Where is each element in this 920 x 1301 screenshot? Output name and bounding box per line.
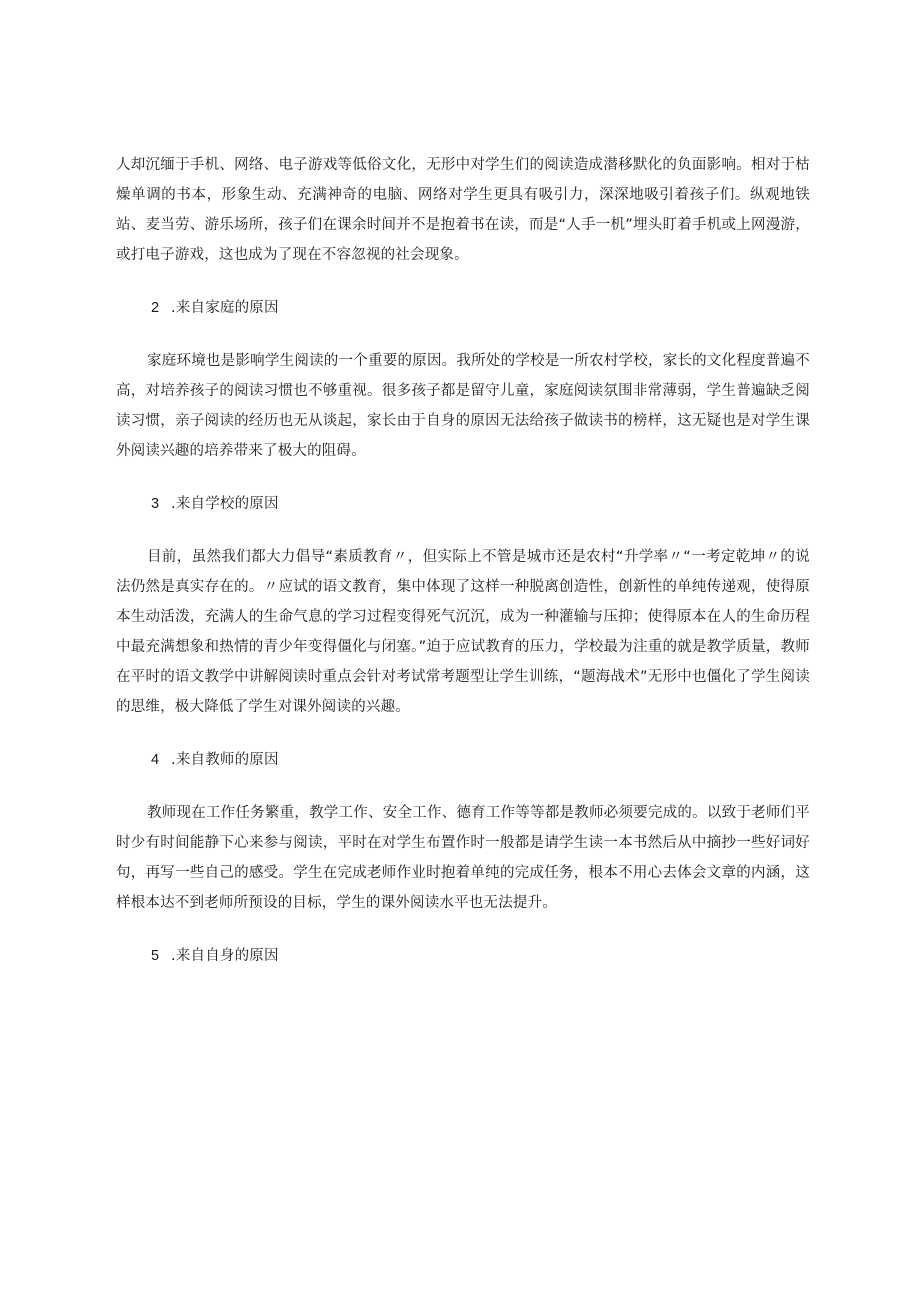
document-page: [116, 150, 810, 971]
section-number: 2: [151, 300, 160, 316]
paragraph-social-influence: 人却沉缅于手机、网络、电子游戏等低俗文化，无形中对学生们的阅读造成潜移默化的负面影响。相对于枯燥单调的书本，形象生动、充满神奇的电脑、网络对学生更具有吸引力，深深地吸引着孩子们。纵观地铁站、麦当劳、游乐场所，孩子们在课余时间并不是抱着书在读，而是“人手一机”埋头盯着手机或上网漫游，或打电子游戏，这也成为了现在不容忽视的社会现象。: [116, 157, 810, 263]
section-number: 4: [151, 752, 160, 768]
section-heading-family: [116, 293, 810, 323]
section-heading-teacher: [116, 745, 810, 775]
section-number: 5: [151, 948, 160, 964]
section-heading-school: [116, 489, 810, 519]
section-title: .来自教师的原因: [171, 752, 279, 768]
section-number: 3: [151, 496, 160, 512]
paragraph-school-reasons: 目前，虽然我们都大力倡导“素质教育〃，但实际上不管是城市还是农村“升学率〃“一考定乾坤〃的说法仍然是真实存在的。〃应试的语文教育，集中体现了这样一种脱离创造性，创新性的单纯传递观，使得原本生动活泼，充满人的生命气息的学习过程变得死气沉沉，成为一种灌输与压抑；使得原本在人的生命历程中最充满想象和热情的青少年变得僵化与闭塞。”迫于应试教育的压力，学校最为注重的就是教学质量，教师在平时的语文教学中讲解阅读时重点会针对考试常考题型让学生训练，“题海战术”无形中也僵化了学生阅读的思维，极大降低了学生对课外阅读的兴趣。: [116, 549, 810, 715]
section-title: .来自学校的原因: [171, 496, 279, 512]
section-heading-self: [116, 941, 810, 971]
paragraph-family-reasons: 家庭环境也是影响学生阅读的一个重要的原因。我所处的学校是一所农村学校，家长的文化程度普遍不高，对培养孩子的阅读习惯也不够重视。很多孩子都是留守儿童，家庭阅读氛围非常薄弱，学生普遍缺乏阅读习惯，亲子阅读的经历也无从谈起，家长由于自身的原因无法给孩子做读书的榜样，这无疑也是对学生课外阅读兴趣的培养带来了极大的阻碍。: [116, 353, 810, 459]
paragraph-teacher-reasons: 教师现在工作任务繁重，教学工作、安全工作、德育工作等等都是教师必须要完成的。以致于老师们平时少有时间能静下心来参与阅读，平时在对学生布置作时一般都是请学生读一本书然后从中摘抄一些好词好句，再写一些自己的感受。学生在完成老师作业时抱着单纯的完成任务，根本不用心去体会文章的内涵，这样根本达不到老师所预设的目标，学生的课外阅读水平也无法提升。: [116, 805, 810, 911]
section-title: .来自家庭的原因: [171, 300, 279, 316]
section-title: .来自自身的原因: [171, 948, 279, 964]
